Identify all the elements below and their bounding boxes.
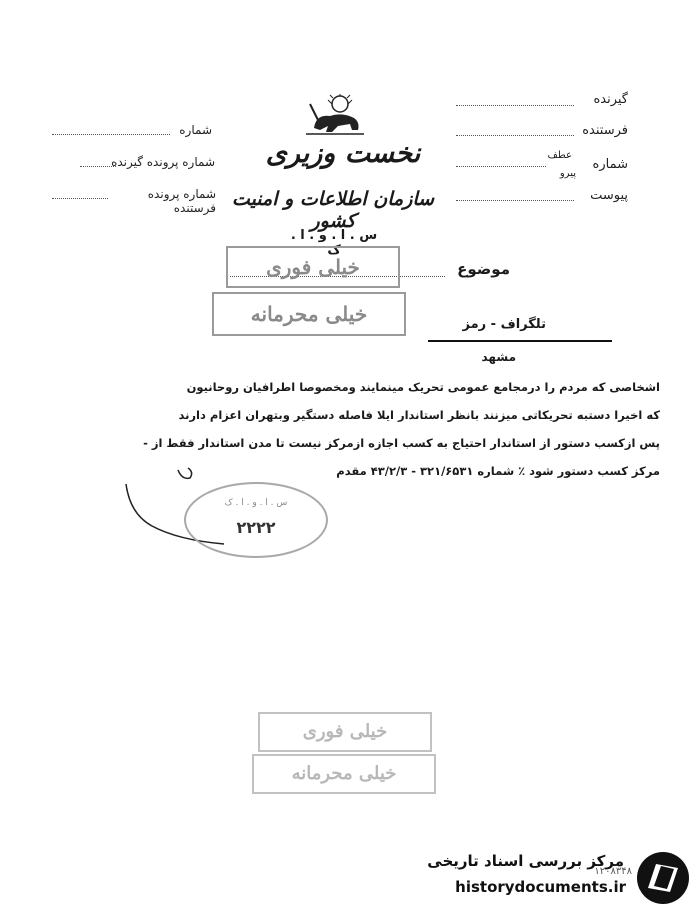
telegram-destination: مشهد	[481, 350, 516, 364]
number-line-left	[52, 134, 170, 135]
recipient-line	[456, 105, 574, 106]
sender-line	[456, 135, 574, 136]
attachment-label: پیوست	[590, 188, 628, 203]
telegram-title-underline	[428, 340, 612, 342]
oval-stamp-number: ۲۲۲۲	[236, 518, 276, 537]
confidential-stamp-bottom: خیلی محرمانه	[252, 754, 436, 794]
recipient-file-label: شماره پرونده گیرنده	[111, 155, 215, 169]
org-code: س . ا . و . ا . ک	[290, 228, 378, 258]
urgent-stamp-bottom: خیلی فوری	[258, 712, 432, 752]
peyro-label: پیرو	[559, 168, 576, 179]
recipient-label: گیرنده	[593, 92, 628, 107]
archive-logo-icon	[634, 850, 692, 906]
sender-label: فرستنده	[582, 123, 628, 138]
lion-and-sun-icon	[302, 94, 368, 136]
confidential-stamp-top: خیلی محرمانه	[212, 292, 406, 336]
telegram-title: تلگراف - رمز	[462, 317, 546, 332]
watermark	[412, 848, 700, 910]
watermark-site: historydocuments.ir	[455, 878, 626, 896]
oval-stamp-top: س . ا . و . ا . ک	[224, 498, 288, 508]
number-label-right: شماره	[592, 157, 628, 172]
telegram-line-2: که اخیرا دستبه تحریکاتی میزنند بانظر استاندار ایلا فاصله دستگیر وبتهران اعزام دارند	[178, 408, 660, 422]
urgent-stamp-top: خیلی فوری	[226, 246, 400, 288]
watermark-center-name: مرکز بررسی اسناد تاریخی	[427, 852, 624, 870]
number-line-right	[456, 166, 546, 167]
telegram-line-4: مرکز کسب دستور شود ٪ شماره ۳۲۱/۶۵۳۱ - ۴۳/۲/۳ مقدم	[336, 464, 660, 478]
registration-oval-stamp	[184, 482, 328, 558]
document-code: ۱۲۰۸۳۴۸	[594, 866, 632, 877]
telegram-line-1: اشخاصی که مردم را درمجامع عمومی تحریک مینمایند ومخصوصا اطرافیان روحانیون	[186, 380, 660, 394]
lion-and-sun-emblem	[302, 94, 368, 136]
subject-label: موضوع	[457, 260, 510, 278]
number-label-left: شماره	[179, 123, 212, 137]
org-line-1: نخست وزیری	[265, 138, 421, 169]
sender-file-line	[52, 198, 108, 199]
attachment-line	[456, 200, 574, 201]
telegram-line-3: پس ازکسب دستور از استاندار احتیاج به کسب اجازه ازمرکز نیست تا مدن استاندار فقط از -	[143, 436, 660, 450]
sender-file-label: شماره پرونده فرستنده	[147, 187, 216, 215]
org-line-2: سازمان اطلاعات و امنیت کشور	[231, 188, 435, 232]
atf-label: عطف	[547, 150, 572, 161]
